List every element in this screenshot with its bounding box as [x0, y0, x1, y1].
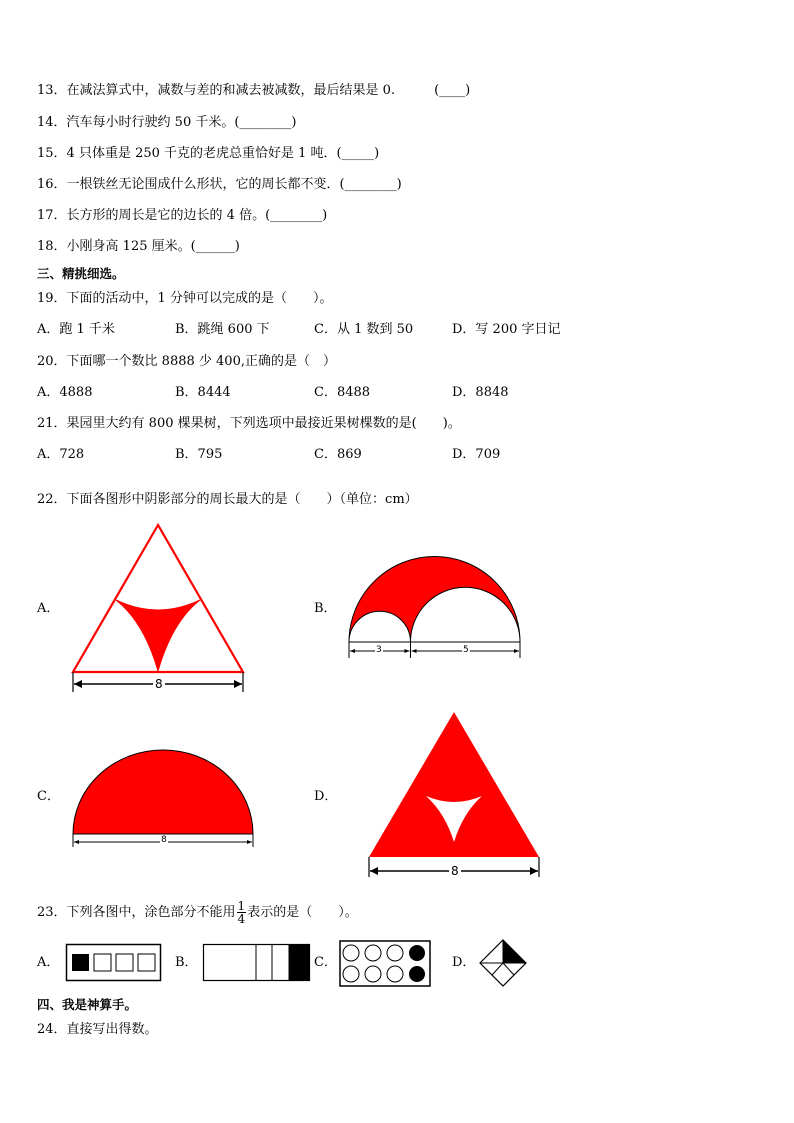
- section-3-title: 三、精挑细选。: [37, 266, 125, 281]
- question-18: 18．小刚身高 125 厘米。(______): [37, 239, 240, 254]
- q22-d-dimension: 8: [451, 864, 459, 878]
- q22-label-b: B．: [314, 601, 337, 616]
- q22-label-a: A．: [37, 601, 60, 616]
- q19-option-d: D．写 200 字日记: [452, 322, 561, 337]
- q20-option-c: C．8488: [314, 385, 371, 400]
- q20-option-d: D．8848: [452, 385, 509, 400]
- q23-fraction-denominator: 4: [237, 912, 246, 926]
- question-24: 24．直接写出得数。: [37, 1022, 158, 1037]
- q22-figure-b: [340, 520, 530, 665]
- question-14: 14．汽车每小时行驶约 50 千米。(________): [37, 115, 297, 130]
- q20-option-b: B．8444: [175, 385, 231, 400]
- q22-b-dimension-5: 5: [463, 645, 469, 655]
- q23-fraction-numerator: 1: [237, 899, 246, 913]
- q23-label-a: A．: [37, 955, 60, 970]
- q21-option-c: C．869: [314, 447, 362, 462]
- q23-label-d: D．: [452, 955, 476, 970]
- q19-option-a: A．跑 1 千米: [37, 322, 115, 337]
- q23-fraction: [237, 900, 247, 925]
- q23-label-b: B．: [175, 955, 198, 970]
- q23-figure-d: [478, 938, 530, 990]
- q22-b-dimension-3: 3: [376, 645, 382, 655]
- question-21: 21．果园里大约有 800 棵果树，下列选项中最接近果树棵数的是( )。: [37, 416, 461, 431]
- q22-figure-a: [60, 520, 260, 695]
- q22-label-c: C．: [37, 789, 60, 804]
- q21-option-b: B．795: [175, 447, 223, 462]
- q19-option-b: B．跳绳 600 下: [175, 322, 270, 337]
- question-20: 20．下面哪一个数比 8888 少 400,正确的是（ ）: [37, 354, 336, 369]
- q22-figure-c: [60, 725, 265, 850]
- q23-figure-a: [66, 944, 166, 984]
- q22-c-dimension: 8: [161, 835, 167, 845]
- question-13: 13．在减法算式中，减数与差的和减去被减数，最后结果是 0. (____): [37, 83, 471, 98]
- q22-figure-d: [360, 705, 550, 880]
- q21-option-d: D．709: [452, 447, 501, 462]
- question-23: [37, 900, 358, 925]
- q23-text-post: 表示的是（ ）。: [247, 905, 358, 920]
- q22-label-d: D．: [314, 789, 338, 804]
- question-17: 17．长方形的周长是它的边长的 4 倍。(________): [37, 208, 328, 223]
- question-15: 15．4 只体重是 250 千克的老虎总重恰好是 1 吨．(_____): [37, 146, 380, 161]
- q23-figure-c: [339, 940, 434, 990]
- q19-option-c: C．从 1 数到 50: [314, 322, 414, 337]
- q21-option-a: A．728: [37, 447, 85, 462]
- q23-figure-b: [203, 944, 313, 984]
- question-22: 22．下面各图形中阴影部分的周长最大的是（ ）（单位：cm）: [37, 492, 418, 507]
- question-19: 19．下面的活动中，1 分钟可以完成的是（ ）。: [37, 291, 333, 306]
- section-4-title: 四、我是神算手。: [37, 997, 138, 1012]
- q23-label-c: C．: [314, 955, 337, 970]
- q22-a-dimension: 8: [155, 677, 163, 691]
- question-16: 16．一根铁丝无论围成什么形状，它的周长都不变．(________): [37, 177, 402, 192]
- q20-option-a: A．4888: [37, 385, 93, 400]
- q23-text-pre: 23．下列各图中，涂色部分不能用: [37, 905, 236, 920]
